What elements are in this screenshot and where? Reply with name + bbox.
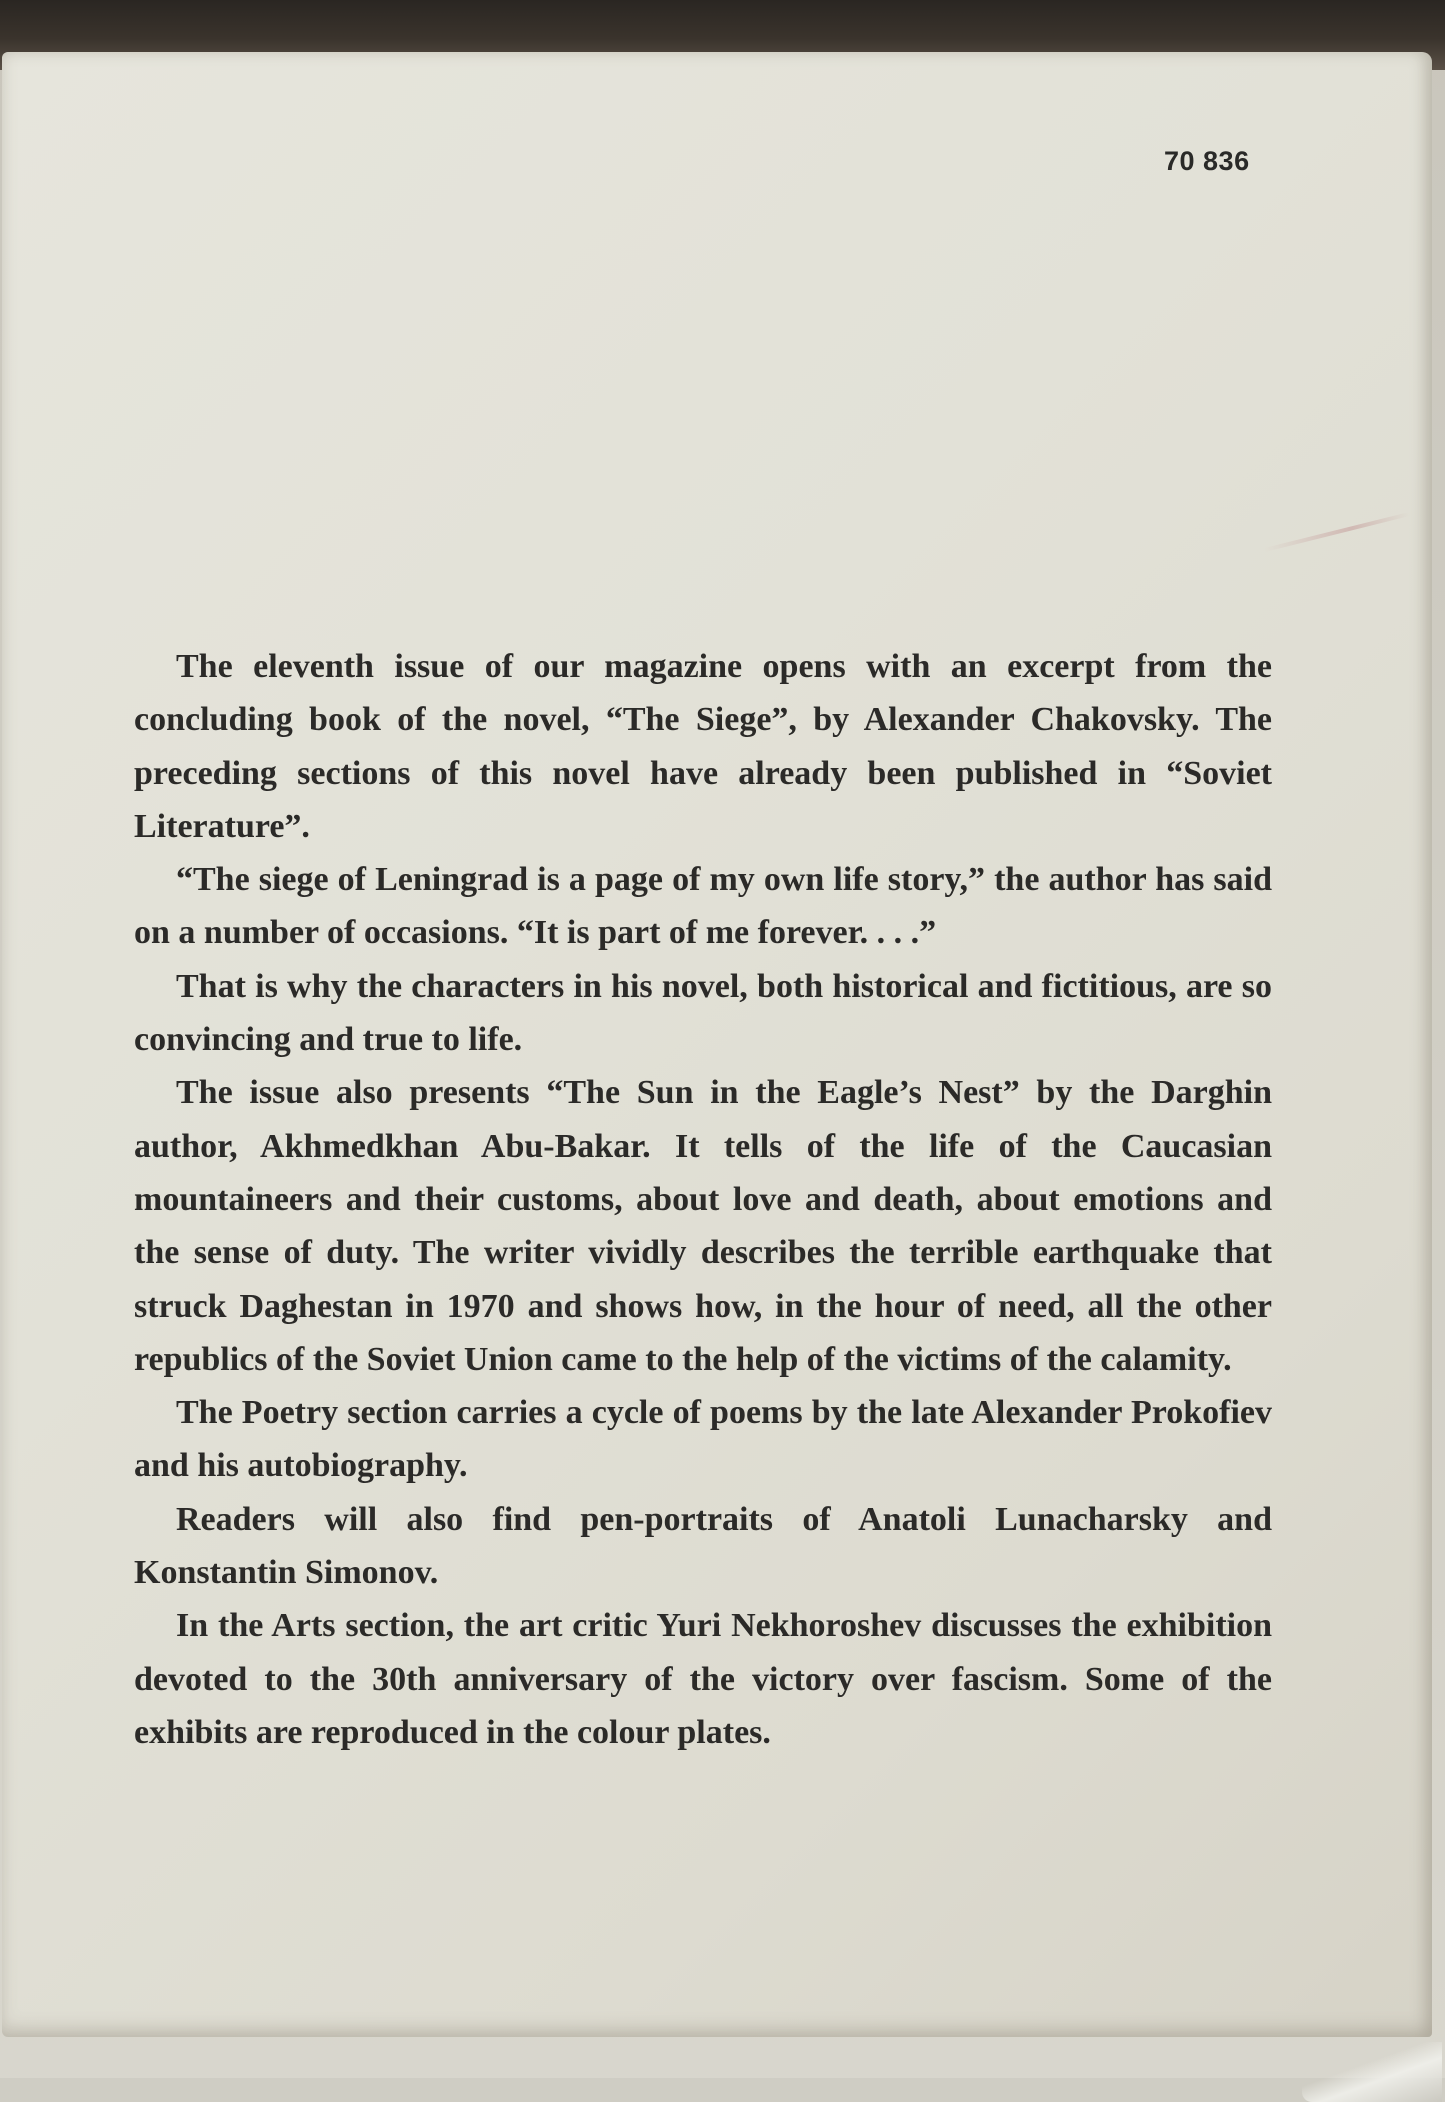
paragraph-pen-portraits: Readers will also find pen-portraits of Anatoli Lunacharsky and Konstantin Simonov. [134,1500,1272,1592]
paragraph-characters: That is why the characters in his novel, both historical and fictitious, are so convincing and true to life. [134,967,1272,1059]
paragraph-arts: In the Arts section, the art critic Yuri Nekhoroshev discusses the exhibition devoted to the 30th anniversary of the victory over fascism. Some of the exhibits are reproduced in the colour plates. [134,1607,1272,1751]
article-text [134,640,1272,1759]
paragraph-quote: “The siege of Leningrad is a page of my own life story,” the author has said on a number of occasions. “It is part of me forever. . . .” [134,861,1272,952]
torn-corner [1302,2042,1442,2102]
paragraph-poetry: The Poetry section carries a cycle of poems by the late Alexander Prokofiev and his autobiography. [134,1394,1272,1485]
page-number: 70 836 [1164,146,1250,176]
ink-stain-mark [1264,512,1411,552]
paragraph-sun-eagle: The issue also presents “The Sun in the Eagle’s Nest” by the Darghin author, Akhmedkhan Abu-Bakar. It tells of the life of the Caucasian mountaineers and their customs, about love and death, about emotions and the sense of duty. The writer vividly describes the terrible earthquake that struck Daghestan in 1970 and shows how, in the hour of need, all the other republics of the Soviet Union came to the help of the victims of the calamity. [134,1074,1272,1378]
paragraph-intro: The eleventh issue of our magazine opens with an excerpt from the concluding book of the novel, “The Siege”, by Alexander Chakovsky. The preceding sections of this novel have already been published in “Soviet Literature”. [134,648,1272,845]
